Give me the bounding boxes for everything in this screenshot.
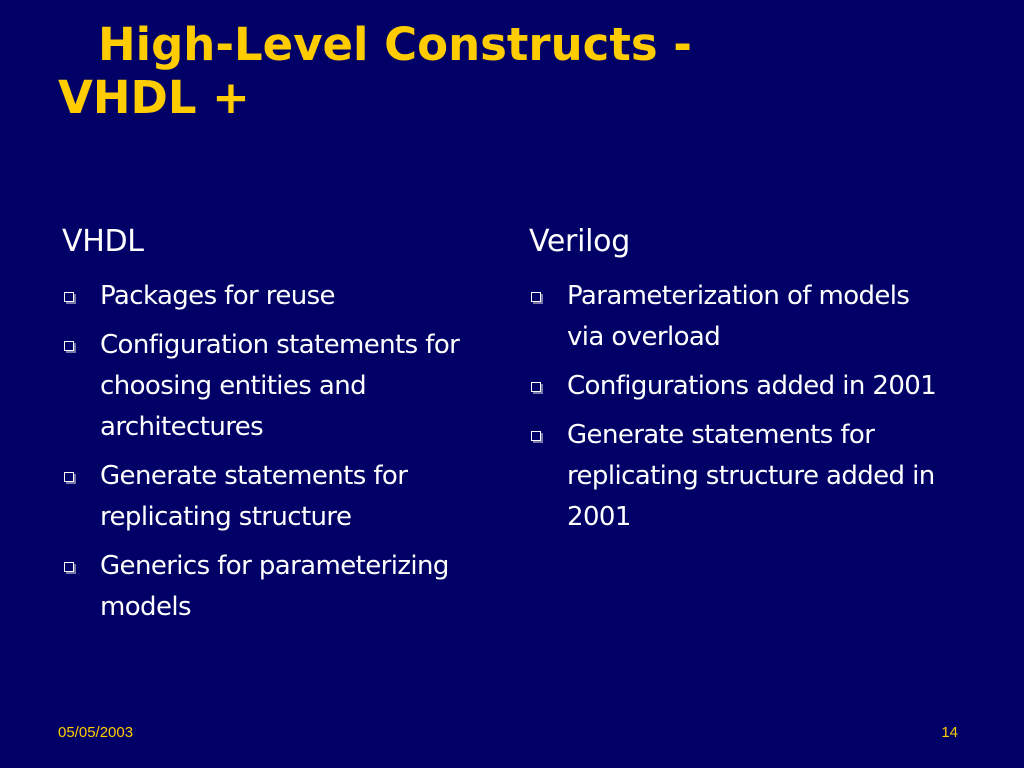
- hollow-square-bullet-icon: [531, 431, 541, 441]
- verilog-bullet-list: [529, 276, 949, 538]
- hollow-square-bullet-icon: [531, 382, 541, 392]
- vhdl-bullet-item: [62, 456, 494, 538]
- verilog-bullet-item: [529, 415, 949, 538]
- hollow-square-bullet-icon: [64, 562, 74, 572]
- footer-page-number: 14: [941, 724, 958, 741]
- vhdl-bullet-item: [62, 276, 494, 317]
- slide-title: [58, 18, 958, 124]
- hollow-square-bullet-icon: [531, 292, 541, 302]
- vhdl-bullet-text: Configuration statements for choosing entities and architectures: [100, 330, 460, 442]
- verilog-bullet-text: Generate statements for replicating structure added in 2001: [567, 420, 935, 532]
- vhdl-bullet-item: [62, 546, 494, 628]
- verilog-bullet-text: Parameterization of models via overload: [567, 281, 910, 352]
- verilog-bullet-item: [529, 366, 949, 407]
- verilog-column: [529, 222, 949, 546]
- slide-title-line-1: High-Level Constructs -: [98, 18, 692, 71]
- vhdl-bullet-list: [62, 276, 494, 628]
- vhdl-bullet-text: Generics for parameterizing models: [100, 551, 449, 622]
- vhdl-bullet-text: Generate statements for replicating structure: [100, 461, 408, 532]
- hollow-square-bullet-icon: [64, 292, 74, 302]
- verilog-column-heading: Verilog: [529, 224, 630, 259]
- vhdl-column-heading: VHDL: [62, 224, 144, 259]
- slide-title-line-2: VHDL +: [58, 71, 250, 124]
- footer-date: 05/05/2003: [58, 724, 134, 741]
- hollow-square-bullet-icon: [64, 472, 74, 482]
- verilog-bullet-item: [529, 276, 949, 358]
- hollow-square-bullet-icon: [64, 341, 74, 351]
- vhdl-column: [62, 222, 494, 636]
- vhdl-bullet-text: Packages for reuse: [100, 281, 335, 311]
- vhdl-bullet-item: [62, 325, 494, 448]
- verilog-bullet-text: Configurations added in 2001: [567, 371, 937, 401]
